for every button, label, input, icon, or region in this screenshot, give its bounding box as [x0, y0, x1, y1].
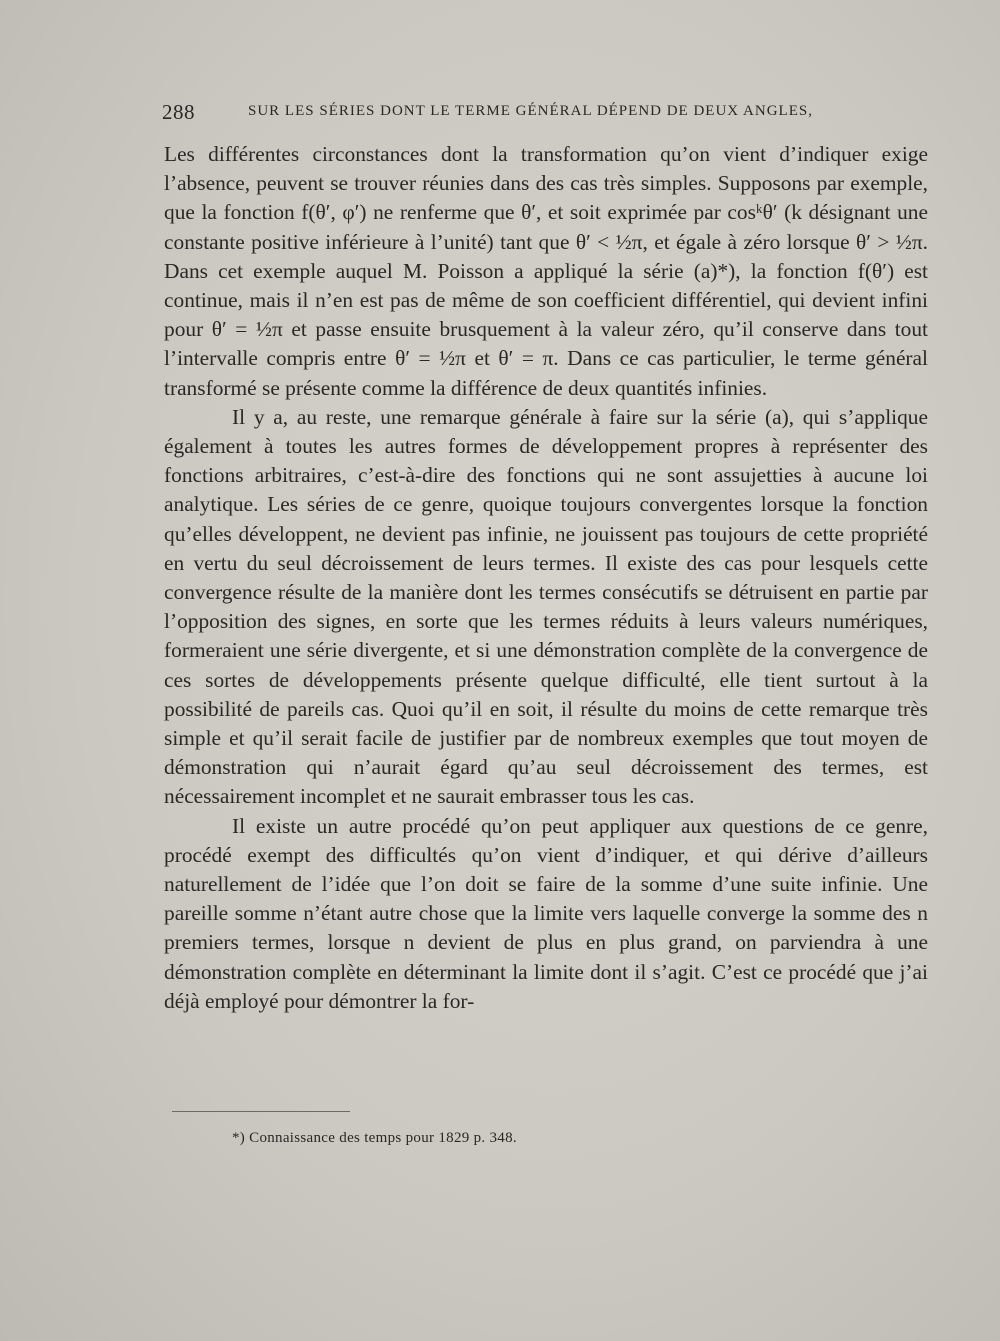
paragraph-2: Il y a, au reste, une remarque générale à faire sur la série (a), qui s’applique également à toutes les autres formes de développement propres à représenter des fonctions arbitraires, c’est-à-dire des fonctions qui ne sont assujetties à aucune loi analytique. Les séries de ce genre, quoique toujours convergentes lorsque la fonction qu’elles développent, ne devient pas infinie, ne jouissent pas toujours de cette propriété en vertu du seul décroissement de leurs termes. Il existe des cas pour lesquels cette convergence résulte de la manière dont les termes consécutifs se détruisent en partie par l’opposition des signes, en sorte que les termes réduits à leurs valeurs numériques, formeraient une série divergente, et si une démonstration complète de la convergence de ces sortes de développements présente quelque difficulté, elle tient surtout à la possibilité de pareils cas. Quoi qu’il en soit, il résulte du moins de cette remarque très simple et qu’il serait facile de justifier par de nombreux exemples que tout moyen de démonstration qui n’aurait égard qu’au seul décroissement des termes, est nécessairement incomplet et ne saurait embrasser tous les cas. — [164, 404, 928, 809]
paragraph-3: Il existe un autre procédé qu’on peut appliquer aux questions de ce genre, procédé exempt des difficultés qu’on vient d’indiquer, et qui dérive d’ailleurs naturellement de l’idée que l’on doit se faire de la somme d’une suite infinie. Une pareille somme n’étant autre chose que la limite vers laquelle converge la somme des n premiers termes, lorsque n devient de plus en plus grand, on parviendra à une démonstration complète en déterminant la limite dont il s’agit. C’est ce procédé que j’ai déjà employé pour démontrer la for- — [164, 813, 928, 1013]
footnote-divider — [172, 1111, 350, 1112]
body-text — [164, 140, 928, 1016]
running-title: SUR LES SÉRIES DONT LE TERME GÉNÉRAL DÉPEND DE DEUX ANGLES, — [248, 103, 813, 119]
footnote: *) Connaissance des temps pour 1829 p. 348. — [232, 1130, 517, 1146]
page-number: 288 — [162, 100, 195, 124]
paragraph-1: Les différentes circonstances dont la transformation qu’on vient d’indiquer exige l’absence, peuvent se trouver réunies dans des cas très simples. Supposons par exemple, que la fonction f(θ′, φ′) ne renferme que θ′, et soit exprimée par cosᵏθ′ (k désignant une constante positive inférieure à l’unité) tant que θ′ < ½π, et égale à zéro lorsque θ′ > ½π. Dans cet exemple auquel M. Poisson a appliqué la série (a)*), la fonction f(θ′) est continue, mais il n’en est pas de même de son coefficient différentiel, qui devient infini pour θ′ = ½π et passe ensuite brusquement à la valeur zéro, qu’il conserve dans tout l’intervalle compris entre θ′ = ½π et θ′ = π. Dans ce cas particulier, le terme général transformé se présente comme la différence de deux quantités infinies. — [164, 142, 928, 400]
page-header — [162, 100, 932, 130]
